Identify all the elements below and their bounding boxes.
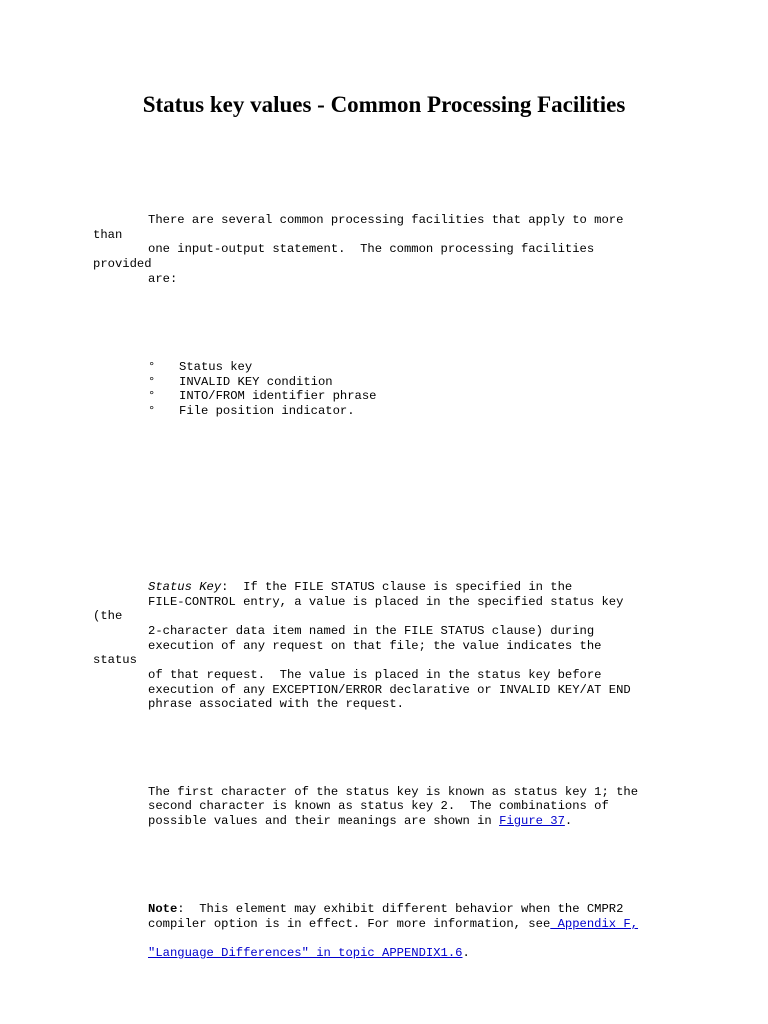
list-item: File position indicator. — [179, 404, 355, 418]
first-char-line-3-end: . — [564, 814, 573, 828]
status-key-line-4-wrap: status — [93, 653, 137, 667]
first-char-line-3 — [148, 814, 572, 829]
status-key-line-3: 2-character data item named in the FILE STATUS clause) during — [148, 624, 595, 638]
bullet-marker: ° — [148, 375, 156, 389]
intro-line-1-wrap: than — [93, 228, 123, 242]
status-key-line-5: of that request. The value is placed in the status key before — [148, 668, 602, 682]
status-key-line-6: execution of any EXCEPTION/ERROR declarative or INVALID KEY/AT END — [148, 683, 631, 697]
list-item: INTO/FROM identifier phrase — [179, 389, 377, 403]
note-line-3-end: . — [462, 946, 470, 960]
status-key-term: Status Key — [148, 580, 222, 594]
intro-line-3: are: — [148, 272, 178, 286]
appendix-f-link[interactable]: Appendix F, — [550, 917, 639, 931]
status-key-line-1-text: : If the FILE STATUS clause is specified in the — [221, 580, 573, 594]
intro-line-2-wrap: provided — [93, 257, 152, 271]
status-key-line-7: phrase associated with the request. — [148, 697, 404, 711]
figure-37-link[interactable]: Figure 37 — [499, 814, 565, 828]
note-line-1-text: : This element may exhibit different behavior when the CMPR2 — [177, 902, 624, 916]
first-char-line-3-text: possible values and their meanings are shown in — [148, 814, 500, 828]
intro-line-1: There are several common processing facilities that apply to more — [148, 213, 624, 227]
first-char-line-2: second character is known as status key 2. The combinations of — [148, 799, 609, 813]
note-line-3 — [148, 946, 470, 961]
bullet-marker: ° — [148, 360, 156, 374]
note-label: Note — [148, 902, 178, 916]
status-key-line-4: execution of any request on that file; the value indicates the — [148, 639, 602, 653]
list-item: Status key — [179, 360, 253, 374]
status-key-line-1 — [148, 580, 572, 595]
note-line-2 — [148, 917, 638, 932]
status-key-line-2: FILE-CONTROL entry, a value is placed in the specified status key — [148, 595, 624, 609]
note-line-2-text: compiler option is in effect. For more information, see — [148, 917, 551, 931]
language-differences-link[interactable]: "Language Differences" in topic APPENDIX1.6 — [148, 946, 463, 960]
bullet-marker: ° — [148, 389, 156, 403]
note-line-1 — [148, 902, 623, 917]
status-key-line-2-wrap: (the — [93, 609, 123, 623]
intro-line-2: one input-output statement. The common processing facilities — [148, 242, 595, 256]
list-item: INVALID KEY condition — [179, 375, 333, 389]
first-char-line-1: The first character of the status key is known as status key 1; the — [148, 785, 639, 799]
bullet-marker: ° — [148, 404, 156, 418]
page-title: Status key values - Common Processing Facilities — [142, 92, 626, 117]
